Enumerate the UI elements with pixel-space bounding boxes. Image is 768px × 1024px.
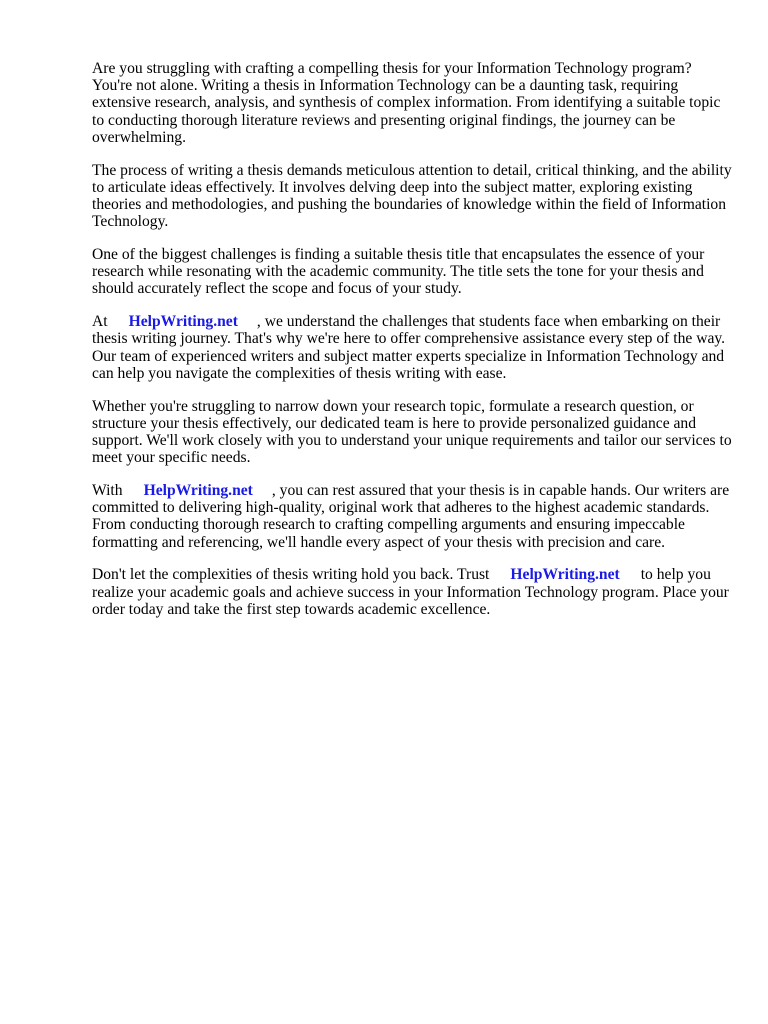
paragraph-intro: Are you struggling with crafting a compelling thesis for your Information Technology program? You're not alone. Writing a thesis in Information Technology can be a daunting task, requiring extensive research, analysis, and synthesis of complex information. From identifying a suitable topic to conducting thorough literature reviews and presenting original findings, the journey can be overwhelming.	[92, 60, 721, 146]
paragraph-call-to-action	[92, 566, 732, 618]
paragraph-helpwriting-intro	[92, 313, 732, 382]
paragraph-support: Whether you're struggling to narrow down your research topic, formulate a research question, or structure your thesis effectively, our dedicated team is here to provide personalized guidance and support. We'll work closely with you to understand your unique requirements and tailor our services to meet your specific needs.	[92, 397, 732, 467]
paragraph-text-before: With	[92, 482, 123, 500]
helpwriting-link[interactable]: HelpWriting.net	[510, 566, 620, 584]
helpwriting-link[interactable]: HelpWriting.net	[128, 313, 238, 331]
paragraph-text-after: , we understand the challenges that students face when embarking on their thesis writing journey. That's why we're here to offer comprehensive assistance every step of the way. Our team of experienced writers and subject matter experts specialize in Information Technology and can help you navigate the complexities of thesis writing with ease.	[92, 313, 726, 382]
paragraph-text-before: At	[92, 313, 108, 331]
paragraph-helpwriting-quality	[92, 482, 732, 551]
paragraph-text-before: Don't let the complexities of thesis writing hold you back. Trust	[92, 566, 490, 584]
paragraph-text-after: to help you realize your academic goals and achieve success in your Information Technology program. Place your order today and take the first step towards academic excellence.	[92, 566, 729, 618]
helpwriting-link[interactable]: HelpWriting.net	[143, 482, 253, 500]
document-page	[92, 60, 732, 634]
paragraph-challenges: One of the biggest challenges is finding a suitable thesis title that encapsulates the essence of your research while resonating with the academic community. The title sets the tone for your thesis and should accurately reflect the scope and focus of your study.	[92, 246, 705, 298]
paragraph-process: The process of writing a thesis demands meticulous attention to detail, critical thinking, and the ability to articulate ideas effectively. It involves delving deep into the subject matter, exploring existing theories and methodologies, and pushing the boundaries of knowledge within the field of Information Technology.	[92, 161, 732, 231]
paragraph-text-after: , you can rest assured that your thesis is in capable hands. Our writers are committed to delivering high-quality, original work that adheres to the highest academic standards. From conducting thorough research to crafting compelling arguments and ensuring impeccable formatting and referencing, we'll handle every aspect of your thesis with precision and care.	[92, 482, 730, 551]
